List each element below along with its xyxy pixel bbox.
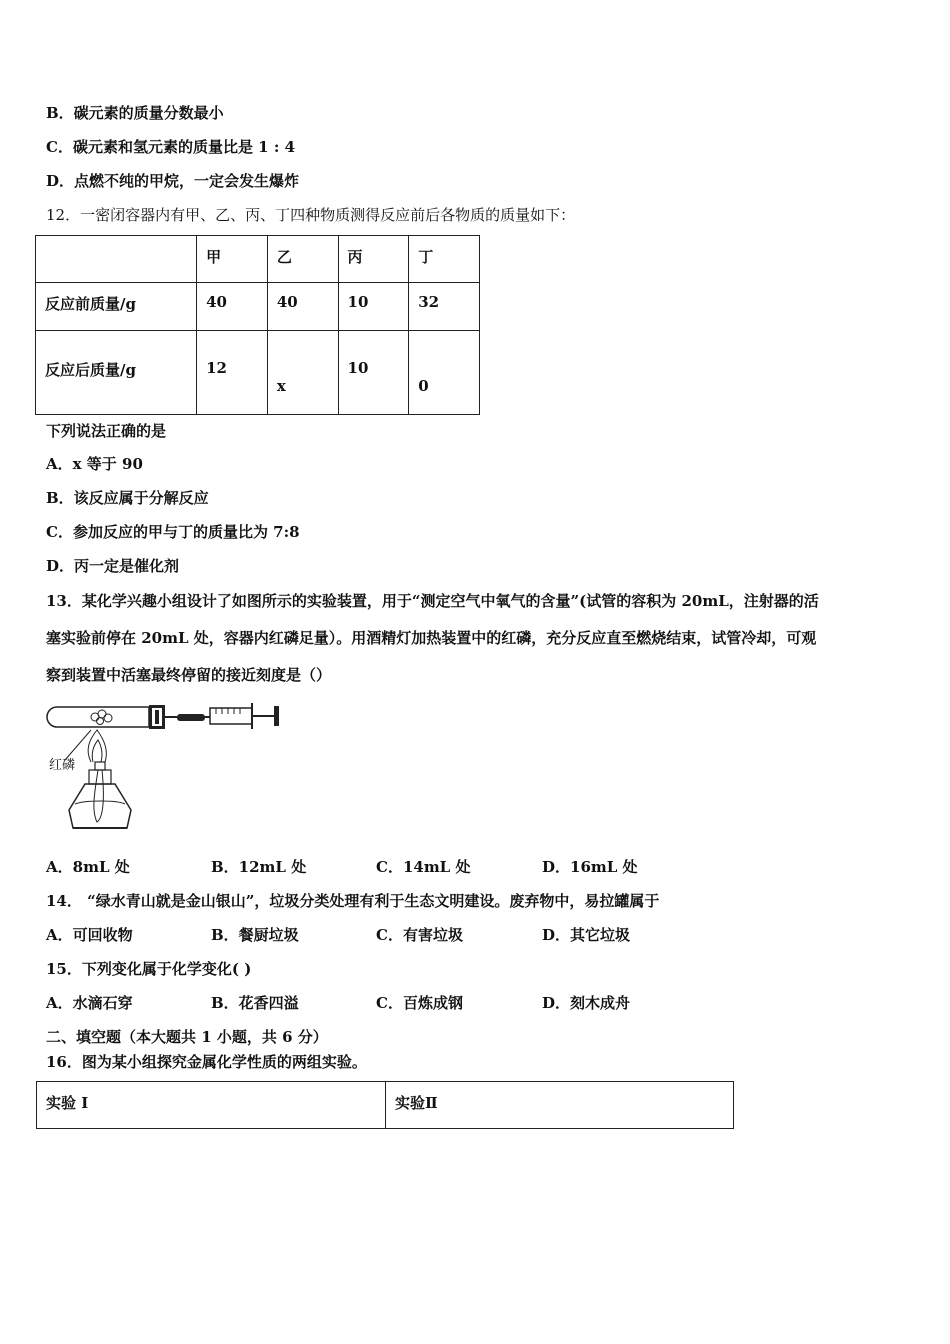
q14-stem: 14． “绿水青山就是金山银山”，垃圾分类处理有利于生态文明建设。废弃物中，易拉罐属于 bbox=[46, 892, 660, 910]
q11-option-c: C．碳元素和氢元素的质量比是 1 : 4 bbox=[46, 138, 296, 156]
section-heading: 二、填空题（本大题共 1 小题，共 6 分） bbox=[46, 1028, 328, 1046]
table-cell: 0 bbox=[409, 331, 480, 415]
q13-stem-line-1: 13．某化学兴趣小组设计了如图所示的实验装置，用于“测定空气中氧气的含量”(试管的容积为 20mL，注射器的活 bbox=[46, 592, 819, 610]
table-cell: 实验Ⅱ bbox=[386, 1082, 734, 1129]
table-row bbox=[36, 331, 480, 415]
table-cell: 反应后质量/g bbox=[36, 331, 197, 415]
table-cell: 40 bbox=[197, 283, 268, 331]
q13-stem-line-2: 塞实验前停在 20mL 处，容器内红磷足量）。用酒精灯加热装置中的红磷，充分反应直至燃烧结束，试管冷却，可观 bbox=[46, 629, 817, 647]
table-cell: 32 bbox=[409, 283, 480, 331]
q13-option-d: D．16mL 处 bbox=[542, 858, 638, 876]
table-cell: 丁 bbox=[409, 236, 480, 283]
table-row bbox=[36, 283, 480, 331]
q15-stem: 15．下列变化属于化学变化( ) bbox=[46, 960, 252, 978]
q12-option-d: D．丙一定是催化剂 bbox=[46, 557, 180, 575]
table-header-row bbox=[37, 1082, 734, 1129]
q14-option-b: B．餐厨垃圾 bbox=[211, 926, 299, 944]
table-cell: 10 bbox=[338, 283, 409, 331]
q12-option-a: A．x 等于 90 bbox=[46, 455, 143, 473]
q12-stem: 12．一密闭容器内有甲、乙、丙、丁四种物质测得反应前后各物质的质量如下： bbox=[46, 206, 576, 224]
q12-prompt: 下列说法正确的是 bbox=[46, 422, 167, 440]
q14-option-c: C．有害垃圾 bbox=[376, 926, 463, 944]
q14-option-d: D．其它垃圾 bbox=[542, 926, 631, 944]
apparatus-drawing bbox=[45, 700, 290, 832]
q14-option-a: A．可回收物 bbox=[46, 926, 133, 944]
q16-experiment-table bbox=[36, 1081, 734, 1129]
q15-option-d: D．刻木成舟 bbox=[542, 994, 631, 1012]
table-cell: 丙 bbox=[338, 236, 409, 283]
q12-mass-table bbox=[35, 235, 480, 415]
q13-option-b: B．12mL 处 bbox=[211, 858, 307, 876]
q12-option-c: C．参加反应的甲与丁的质量比为 7:8 bbox=[46, 523, 300, 541]
q13-stem-line-3: 察到装置中活塞最终停留的接近刻度是（） bbox=[46, 666, 332, 684]
q15-option-a: A．水滴石穿 bbox=[46, 994, 133, 1012]
q11-option-d: D．点燃不纯的甲烷，一定会发生爆炸 bbox=[46, 172, 300, 190]
table-cell: 实验 I bbox=[37, 1082, 386, 1129]
table-cell: 40 bbox=[267, 283, 338, 331]
apparatus-figure bbox=[45, 700, 290, 832]
q11-option-b: B．碳元素的质量分数最小 bbox=[46, 104, 224, 122]
q13-option-a: A．8mL 处 bbox=[46, 858, 130, 876]
table-cell: 乙 bbox=[267, 236, 338, 283]
q12-option-b: B．该反应属于分解反应 bbox=[46, 489, 209, 507]
table-cell: x bbox=[267, 331, 338, 415]
q13-option-c: C．14mL 处 bbox=[376, 858, 471, 876]
q15-option-c: C．百炼成钢 bbox=[376, 994, 463, 1012]
figure-label-red-phosphorus: 红磷 bbox=[49, 758, 76, 773]
q16-stem: 16．图为某小组探究金属化学性质的两组实验。 bbox=[46, 1053, 367, 1071]
table-cell bbox=[36, 236, 197, 283]
table-cell: 12 bbox=[197, 331, 268, 415]
table-cell: 反应前质量/g bbox=[36, 283, 197, 331]
table-header-row bbox=[36, 236, 480, 283]
table-cell: 甲 bbox=[197, 236, 268, 283]
table-cell: 10 bbox=[338, 331, 409, 415]
q15-option-b: B．花香四溢 bbox=[211, 994, 299, 1012]
